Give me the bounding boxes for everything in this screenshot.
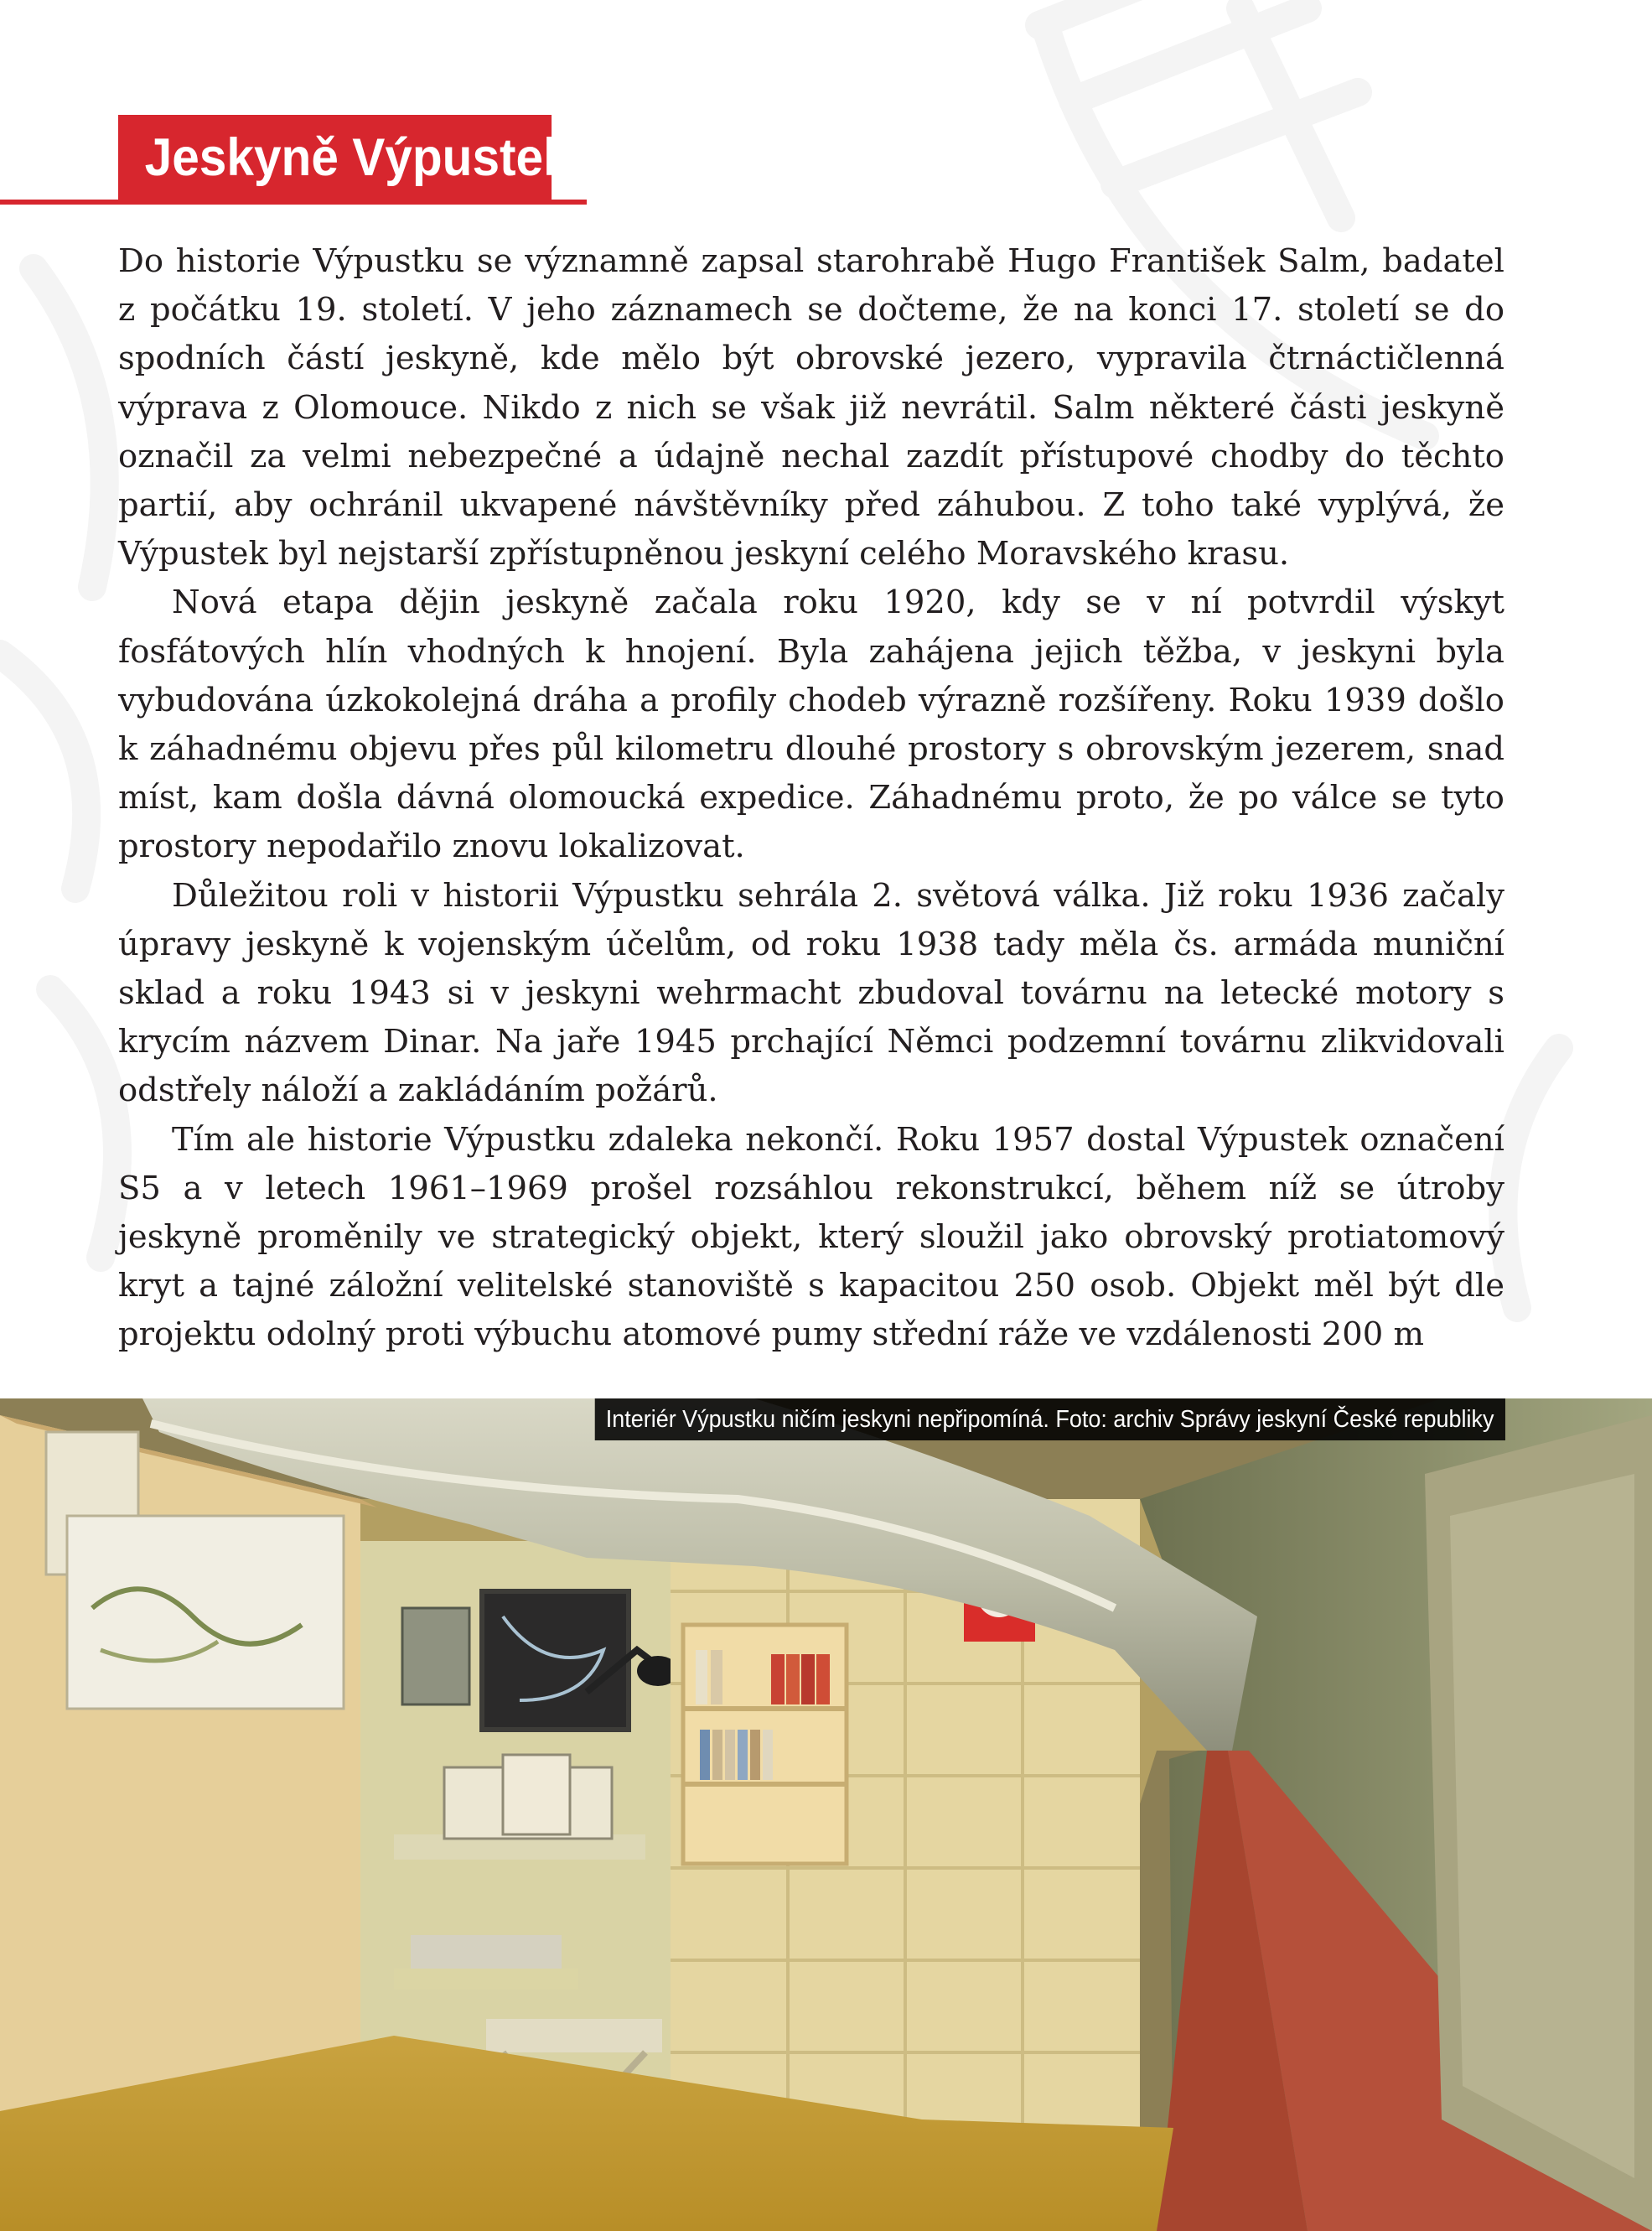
- page-heading: Jeskyně Výpustek: [118, 115, 552, 201]
- paragraph: Do historie Výpustku se významně zapsal starohrabě Hugo František Salm, badatel z počátku 19. století. V jeho záznamech se dočteme, že na konci 17. století se do spodních částí jeskyně, kde mělo být obrovské jezero, vypravila čtrnáctičlenná výprava z Olomouce. Nikdo z nich se však již nevrátil. Salm některé části jeskyně označil za velmi nebezpečné a údajně nechal zazdít přístupové chodby do těchto partií, aby ochránil ukvapené návštěvníky před záhubou. Z toho také vyplývá, že Výpustek byl nejstarší zpřístupněnou jeskyní celého Moravského krasu.: [118, 242, 1504, 573]
- bunker-interior-photo: [0, 1398, 1652, 2231]
- photo-caption: Interiér Výpustku ničím jeskyni nepřipomíná. Foto: archiv Správy jeskyní České republiky: [595, 1398, 1505, 1440]
- paragraph: Důležitou roli v historii Výpustku sehrála 2. světová válka. Již roku 1936 začaly úpravy jeskyně k vojenským účelům, od roku 1938 tady měla čs. armáda muniční sklad a roku 1943 si v jeskyni wehrmacht zbudoval továrnu na letecké motory s krycím názvem Dinar. Na jaře 1945 prchající Němci podzemní továrnu zlikvidovali odstřely náloží a zakládáním požárů.: [118, 876, 1504, 1110]
- paragraph: Nová etapa dějin jeskyně začala roku 1920, kdy se v ní potvrdil výskyt fosfátových hlín vhodných k hnojení. Byla zahájena jejich těžba, v jeskyni byla vybudována úzkokolejná dráha a profily chodeb výrazně rozšířeny. Roku 1939 došlo k záhadnému objevu přes půl kilometru dlouhé prostory s obrovským jezerem, snad míst, kam došla dávná olomoucká expedice. Záhadnému proto, že po válce se tyto prostory nepodařilo znovu lokalizovat.: [118, 584, 1504, 866]
- article-body: [118, 237, 1504, 1360]
- paragraph: Tím ale historie Výpustku zdaleka nekončí. Roku 1957 dostal Výpustek označení S5 a v letech 1961–1969 prošel rozsáhlou rekonstrukcí, během níž se útroby jeskyně proměnily ve strategický objekt, který sloužil jako obrovský protiatomový kryt a tajné záložní velitelské stanoviště s kapacitou 250 osob. Objekt měl být dle projektu odolný proti výbuchu atomové pumy střední ráže ve vzdálenosti 200 m: [118, 1120, 1504, 1354]
